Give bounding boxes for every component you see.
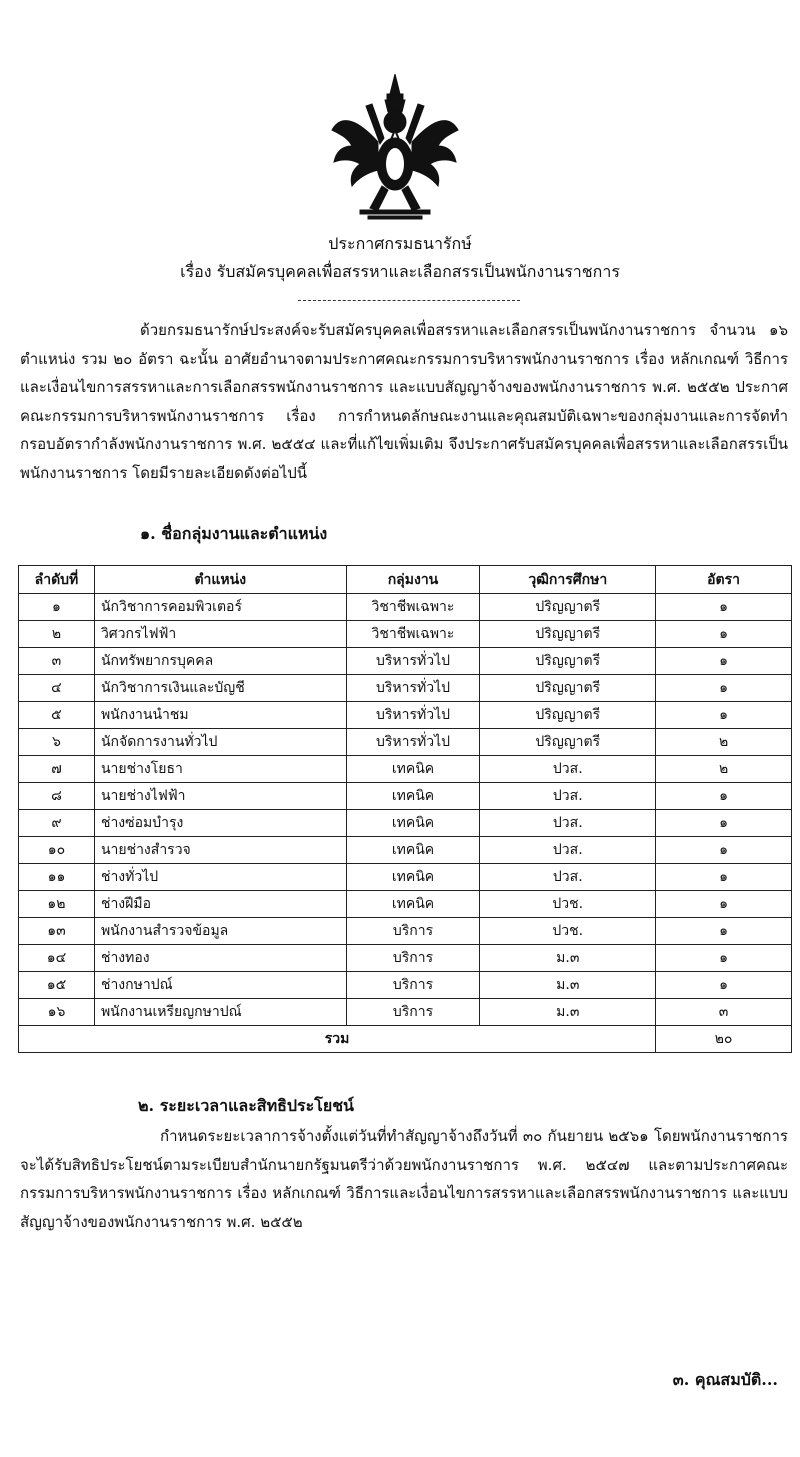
column-header: ลำดับที่ <box>19 566 95 594</box>
education: ปริญญาตรี <box>480 594 656 621</box>
position-name: ช่างทอง <box>94 945 346 972</box>
row-number: ๕ <box>19 702 95 729</box>
job-group: เทคนิค <box>346 756 480 783</box>
position-name: ช่างฝีมือ <box>94 891 346 918</box>
row-number: ๙ <box>19 810 95 837</box>
job-group: บริหารทั่วไป <box>346 648 480 675</box>
total-vacancies: ๒๐ <box>656 1026 792 1053</box>
position-name: ช่างทั่วไป <box>94 864 346 891</box>
vacancies: ๓ <box>656 999 792 1026</box>
section-2-paragraph <box>20 1122 788 1236</box>
job-group: วิชาชีพเฉพาะ <box>346 621 480 648</box>
table-row <box>19 864 792 891</box>
table-row <box>19 918 792 945</box>
intro-paragraph: ด้วยกรมธนารักษ์ประสงค์จะรับสมัครบุคคลเพื่อสรรหาและเลือกสรรเป็นพนักงานราชการ จำนวน ๑๖ ตำแหน่ง รวม ๒๐ อัตรา ฉะนั้น อาศัยอำนาจตามประกาศคณะกรรมการบริหารพนักงานราชการ เรื่อง หลักเกณฑ์ วิธีการและเงื่อนไขการสรรหาและการเลือกสรรพนักงานราชการ และแบบสัญญาจ้างของพนักงานราชการ พ.ศ. ๒๕๕๒ ประกาศคณะกรรมการบริหารพนักงานราชการ เรื่อง การกำหนดลักษณะงานและคุณสมบัติเฉพาะของกลุ่มงานและการจัดทำกรอบอัตรากำลังพนักงานราชการ พ.ศ. ๒๕๕๔ และที่แก้ไขเพิ่มเติม จึงประกาศรับสมัครบุคคลเพื่อสรรหาและเลือกสรรเป็นพนักงานราชการ โดยมีรายละเอียดดังต่อไปนี้ <box>20 321 788 482</box>
job-group: บริการ <box>346 999 480 1026</box>
table-total-row <box>19 1026 792 1053</box>
table-row <box>19 756 792 783</box>
vacancies: ๒ <box>656 729 792 756</box>
table-row <box>19 621 792 648</box>
table-row <box>19 729 792 756</box>
education: ปริญญาตรี <box>480 675 656 702</box>
row-number: ๓ <box>19 648 95 675</box>
table-row <box>19 945 792 972</box>
position-name: ช่างกษาปณ์ <box>94 972 346 999</box>
section-1-heading: ๑. ชื่อกลุ่มงานและตำแหน่ง <box>140 524 328 543</box>
vacancies: ๒ <box>656 756 792 783</box>
vacancies: ๑ <box>656 783 792 810</box>
row-number: ๑๔ <box>19 945 95 972</box>
education: ปริญญาตรี <box>480 729 656 756</box>
row-number: ๖ <box>19 729 95 756</box>
section-2-body: กำหนดระยะเวลาการจ้างตั้งแต่วันที่ทำสัญญาจ้างถึงวันที่ ๓๐ กันยายน ๒๕๖๑ โดยพนักงานราชการจะได้รับสิทธิประโยชน์ตามระเบียบสำนักนายกรัฐมนตรีว่าด้วยพนักงานราชการ พ.ศ. ๒๕๔๗ และตามประกาศคณะกรรมการบริหารพนักงานราชการ เรื่อง หลักเกณฑ์ วิธีการและเงื่อนไขการสรรหาและเลือกสรรพนักงานราชการ และแบบสัญญาจ้างของพนักงานราชการ พ.ศ. ๒๕๕๒ <box>20 1127 788 1231</box>
education: ปริญญาตรี <box>480 702 656 729</box>
announcement-subject: เรื่อง รับสมัครบุคคลเพื่อสรรหาและเลือกสรรเป็นพนักงานราชการ <box>180 262 620 281</box>
table-row <box>19 972 792 999</box>
table-row <box>19 810 792 837</box>
title-divider <box>298 300 520 301</box>
vacancies: ๑ <box>656 972 792 999</box>
total-label: รวม <box>19 1026 656 1053</box>
row-number: ๑๐ <box>19 837 95 864</box>
table-row <box>19 783 792 810</box>
education: ปริญญาตรี <box>480 621 656 648</box>
job-group: บริหารทั่วไป <box>346 729 480 756</box>
table-row <box>19 891 792 918</box>
vacancies: ๑ <box>656 891 792 918</box>
row-number: ๑๓ <box>19 918 95 945</box>
table-row <box>19 594 792 621</box>
job-group: บริการ <box>346 918 480 945</box>
table-row <box>19 675 792 702</box>
vacancies: ๑ <box>656 837 792 864</box>
job-group: บริหารทั่วไป <box>346 675 480 702</box>
vacancies: ๑ <box>656 864 792 891</box>
column-header: กลุ่มงาน <box>346 566 480 594</box>
job-group: บริการ <box>346 972 480 999</box>
job-group: เทคนิค <box>346 837 480 864</box>
section-2-heading: ๒. ระยะเวลาและสิทธิประโยชน์ <box>138 1096 354 1115</box>
job-group: บริหารทั่วไป <box>346 702 480 729</box>
education: ปวส. <box>480 756 656 783</box>
education: ม.๓ <box>480 945 656 972</box>
column-header: ตำแหน่ง <box>94 566 346 594</box>
announcement-title: ประกาศกรมธนารักษ์ <box>328 234 472 253</box>
position-name: นักวิชาการเงินและบัญชี <box>94 675 346 702</box>
education: ม.๓ <box>480 999 656 1026</box>
education: ปวช. <box>480 918 656 945</box>
position-name: วิศวกรไฟฟ้า <box>94 621 346 648</box>
table-row <box>19 999 792 1026</box>
education: ปวส. <box>480 810 656 837</box>
position-name: นักวิชาการคอมพิวเตอร์ <box>94 594 346 621</box>
row-number: ๑๑ <box>19 864 95 891</box>
education: ปวส. <box>480 837 656 864</box>
table-header-row <box>19 566 792 594</box>
vacancies: ๑ <box>656 594 792 621</box>
vacancies: ๑ <box>656 621 792 648</box>
education: ปวส. <box>480 864 656 891</box>
row-number: ๑๖ <box>19 999 95 1026</box>
position-name: พนักงานสำรวจข้อมูล <box>94 918 346 945</box>
job-group: เทคนิค <box>346 810 480 837</box>
row-number: ๔ <box>19 675 95 702</box>
table-row <box>19 648 792 675</box>
position-name: นายช่างโยธา <box>94 756 346 783</box>
education: ม.๓ <box>480 972 656 999</box>
garuda-emblem-icon <box>330 72 460 222</box>
job-group: เทคนิค <box>346 783 480 810</box>
column-header: วุฒิการศึกษา <box>480 566 656 594</box>
position-name: ช่างซ่อมบำรุง <box>94 810 346 837</box>
position-name: พนักงานนำชม <box>94 702 346 729</box>
row-number: ๑๕ <box>19 972 95 999</box>
education: ปริญญาตรี <box>480 648 656 675</box>
position-name: นักทรัพยากรบุคคล <box>94 648 346 675</box>
table-row <box>19 702 792 729</box>
job-group: เทคนิค <box>346 891 480 918</box>
table-row <box>19 837 792 864</box>
vacancies: ๑ <box>656 675 792 702</box>
vacancies: ๑ <box>656 918 792 945</box>
job-group: บริการ <box>346 945 480 972</box>
education: ปวส. <box>480 783 656 810</box>
position-name: นักจัดการงานทั่วไป <box>94 729 346 756</box>
row-number: ๗ <box>19 756 95 783</box>
position-name: นายช่างสำรวจ <box>94 837 346 864</box>
vacancies: ๑ <box>656 702 792 729</box>
job-group: วิชาชีพเฉพาะ <box>346 594 480 621</box>
row-number: ๑ <box>19 594 95 621</box>
vacancies: ๑ <box>656 945 792 972</box>
education: ปวช. <box>480 891 656 918</box>
row-number: ๑๒ <box>19 891 95 918</box>
position-name: พนักงานเหรียญกษาปณ์ <box>94 999 346 1026</box>
row-number: ๒ <box>19 621 95 648</box>
column-header: อัตรา <box>656 566 792 594</box>
row-number: ๘ <box>19 783 95 810</box>
positions-table <box>18 565 792 1053</box>
position-name: นายช่างไฟฟ้า <box>94 783 346 810</box>
vacancies: ๑ <box>656 810 792 837</box>
continued-marker: ๓. คุณสมบัติ... <box>672 1370 778 1389</box>
vacancies: ๑ <box>656 648 792 675</box>
job-group: เทคนิค <box>346 864 480 891</box>
